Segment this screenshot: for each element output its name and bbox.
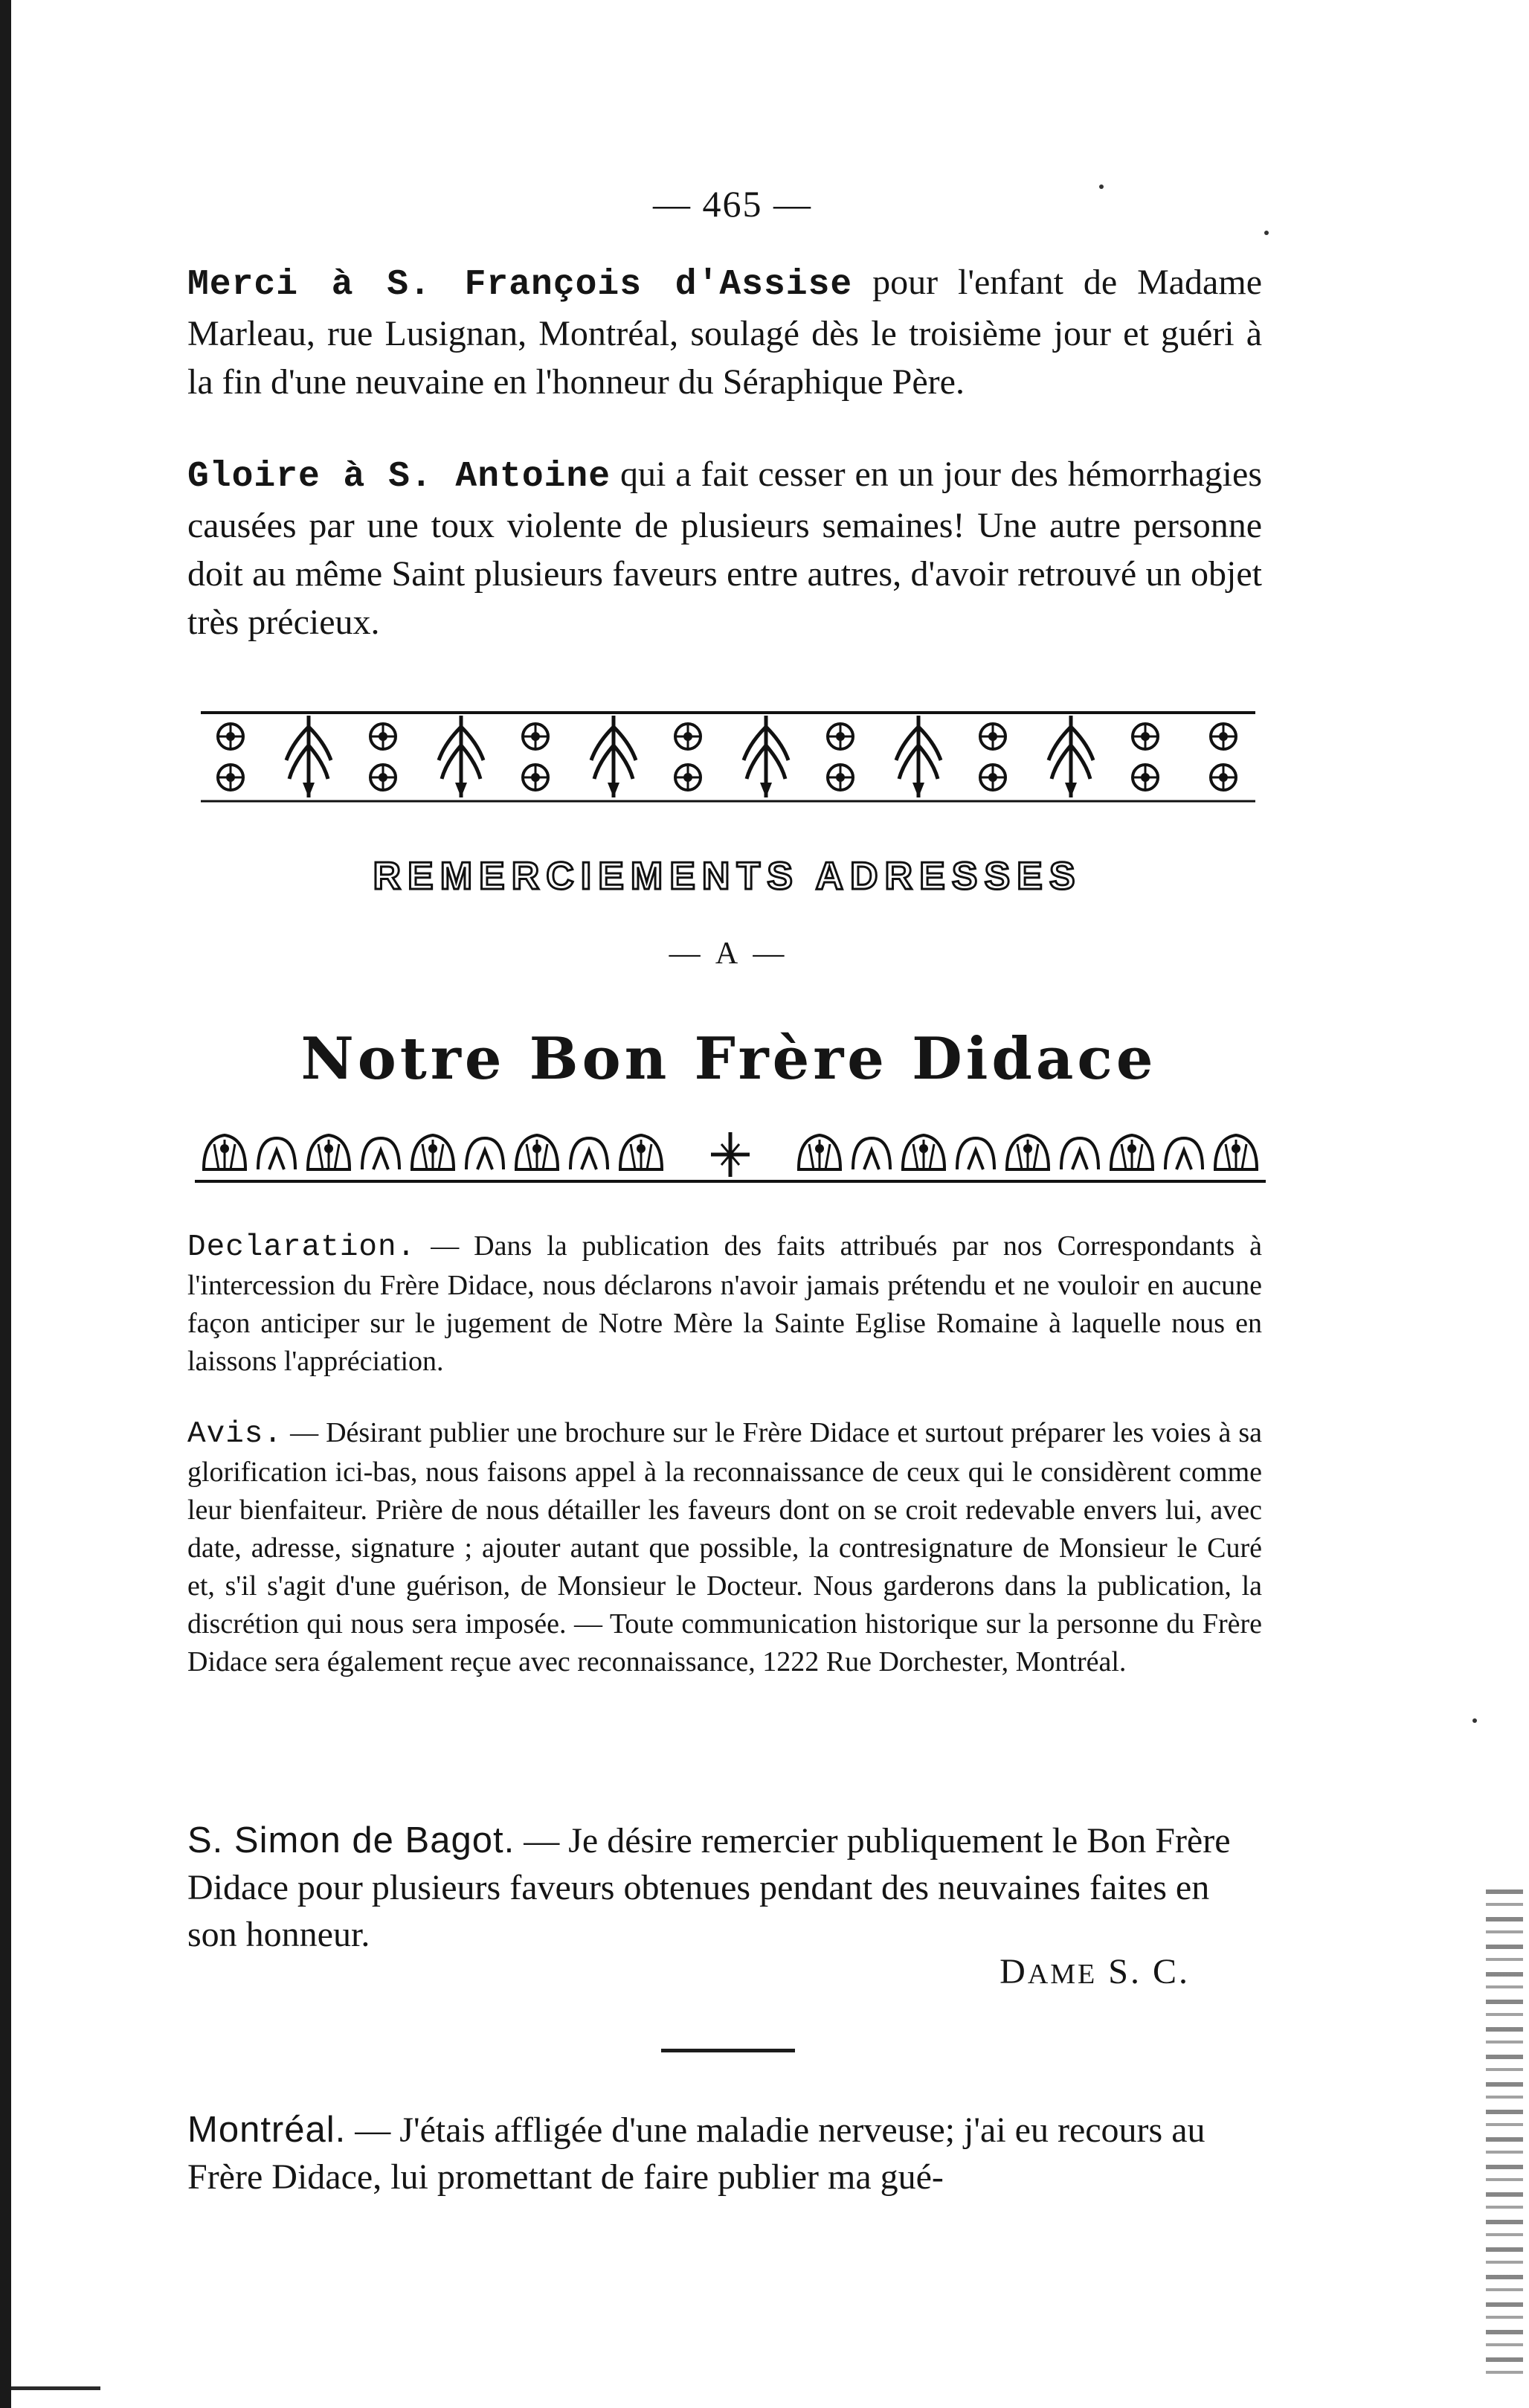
section-heading: REMERCIEMENTS ADRESSES <box>373 855 1082 898</box>
avis-body: — Désirant publier une brochure sur le Frère Didace et surtout préparer les voies à sa glorification ici-bas, nous faisons appel à la reconnaissance de ceux qui le considèrent comme leur bienfaiteur. Prière de nous détailler les faveurs dont on se croit redevable envers lui, avec date, adresse, signature ; ajouter autant que possible, la contresignature de Monsieur le Curé et, s'il s'agit d'une guérison, de Monsieur le Docteur. Nous garderons dans la publication, la discrétion qui nous sera imposée. — Toute communication historique sur la personne du Frère Didace sera également reçue avec reconnaissance, 1222 Rue Dorchester, Montréal. <box>187 1417 1262 1677</box>
avis-paragraph <box>187 1414 1262 1681</box>
simon-paragraph <box>187 1817 1262 1958</box>
simon-lead: S. Simon de Bagot. <box>187 1820 515 1860</box>
section-divider <box>661 2049 795 2052</box>
declaration-paragraph <box>187 1227 1262 1381</box>
gloire-paragraph <box>187 450 1262 646</box>
signature-initial: D <box>1000 1952 1028 1991</box>
scan-corner-mark <box>11 2386 100 2390</box>
scan-spine-edge <box>0 0 11 2408</box>
signature-name: S. C. <box>1097 1952 1190 1991</box>
gloire-lead: Gloire à S. Antoine <box>187 457 611 497</box>
decorative-border-top <box>201 710 1255 803</box>
scan-speck <box>1264 231 1269 235</box>
scan-speck <box>1472 1718 1477 1723</box>
merci-body: pour l'enfant de Madame Marleau, rue Lusignan, Montréal, soulagé dès le troisième jour et guéri à la fin d'une neuvaine en l'honneur du Séraphique Père. <box>187 263 1262 402</box>
decorative-border-middle <box>195 1125 1266 1184</box>
simon-body: — Je désire remercier publiquement le Bon Frère Didace pour plusieurs faveurs obtenues pendant des neuvaines faites en son honneur. <box>187 1821 1231 1954</box>
montreal-body: — J'étais affligée d'une maladie nerveuse; j'ai eu recours au Frère Didace, lui promettant de faire publier ma gué- <box>187 2110 1206 2197</box>
section-heading-a: — A — <box>669 937 789 971</box>
montreal-paragraph <box>187 2107 1262 2200</box>
gloire-body: qui a fait cesser en un jour des hémorrhagies causées par une toux violente de plusieurs semaines! Une autre personne doit au même Saint plusieurs faveurs entre autres, d'avoir retrouvé un objet très précieux. <box>187 455 1262 642</box>
scan-speck <box>1099 184 1104 189</box>
montreal-lead: Montréal. <box>187 2110 347 2150</box>
declaration-body: — Dans la publication des faits attribués par nos Correspondants à l'intercession du Frère Didace, nous déclarons n'avoir jamais prétendu et ne vouloir en aucune façon anticiper sur le jugement de Notre Mère la Sainte Eglise Romaine à laquelle nous en laissons l'appréciation. <box>187 1230 1262 1377</box>
section-title: Notre Bon Frère Didace <box>300 1025 1157 1093</box>
avis-lead: Avis. <box>187 1417 283 1451</box>
scan-edge-noise <box>1486 1890 1523 2380</box>
signature <box>974 1951 1190 1992</box>
merci-lead: Merci à S. François d'Assise <box>187 265 853 305</box>
cross-ornament-icon <box>711 1132 750 1177</box>
signature-rest: AME <box>1027 1959 1098 1990</box>
declaration-lead: Declaration. <box>187 1230 416 1265</box>
page-number: — 465 — <box>653 183 812 225</box>
merci-paragraph <box>187 258 1262 406</box>
